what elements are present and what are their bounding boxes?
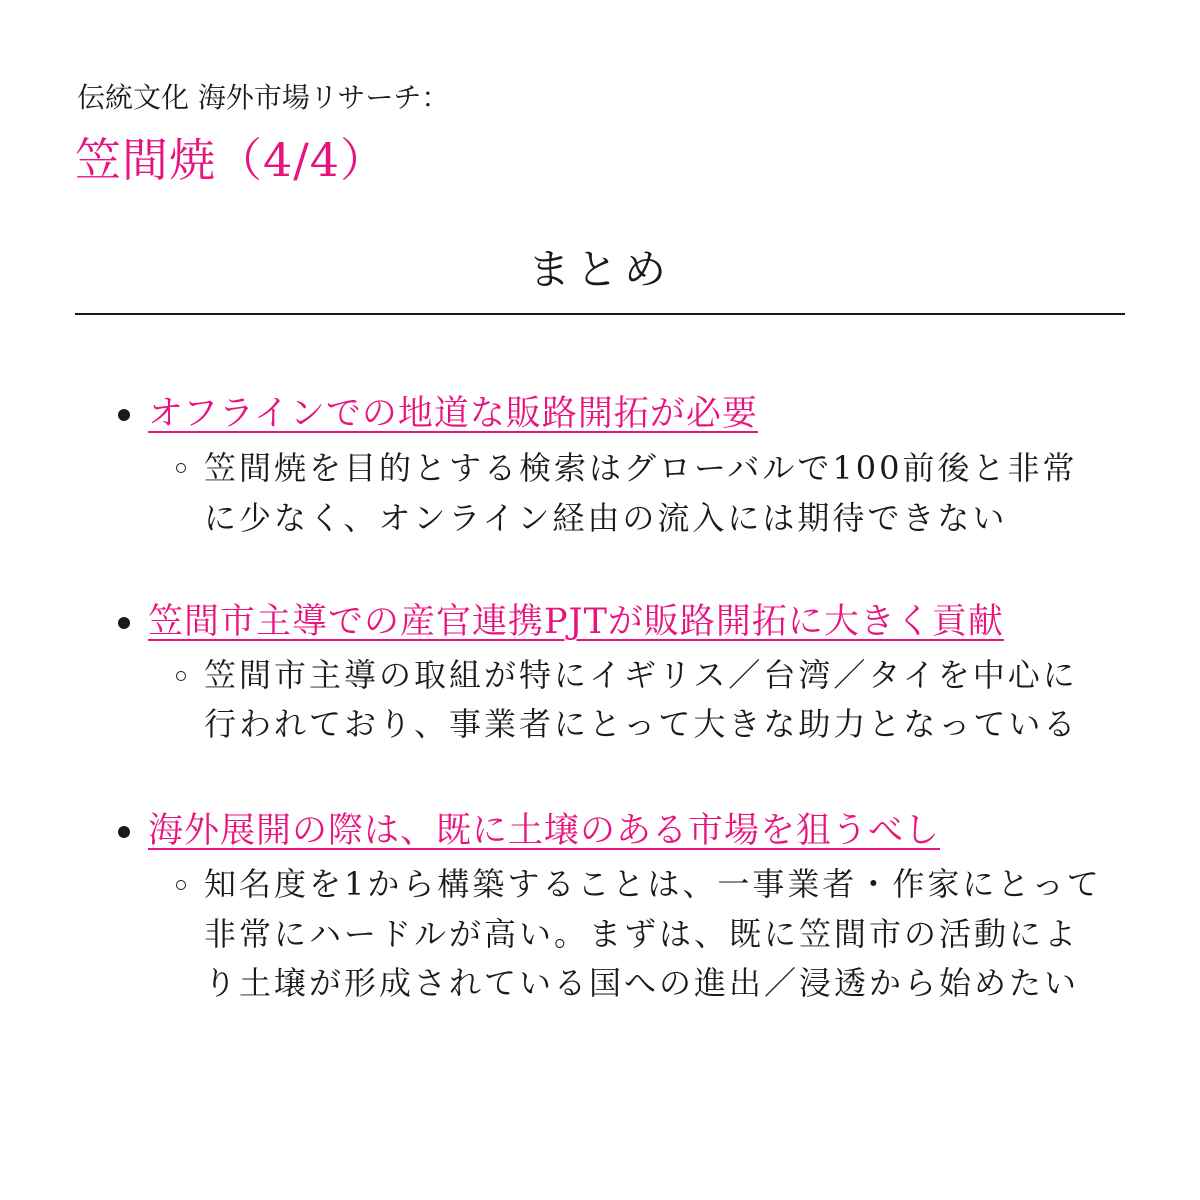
sub-bullet-icon: [176, 880, 186, 890]
bullet-icon: [118, 409, 130, 421]
section-divider: [75, 313, 1125, 315]
summary-point-heading-link[interactable]: オフラインでの地道な販路開拓が必要: [148, 394, 758, 434]
summary-detail-line: 行われており、事業者にとって大きな助力となっている: [204, 705, 1079, 743]
header-subtitle: 伝統文化 海外市場リサーチ：: [77, 81, 450, 114]
sub-bullet-icon: [176, 671, 186, 681]
summary-point-heading-link[interactable]: 海外展開の際は、既に土壌のある市場を狙うべし: [148, 811, 941, 851]
page-title: 笠間焼（4/4）: [75, 133, 388, 187]
summary-detail-line: 笠間市主導の取組が特にイギリス／台湾／タイを中心に: [204, 656, 1078, 694]
summary-detail-line: 知名度を1から構築することは、一事業者・作家にとって: [204, 865, 1102, 903]
section-heading: まとめ: [527, 245, 672, 294]
summary-detail-line: に少なく、オンライン経由の流入には期待できない: [204, 499, 1008, 537]
bullet-icon: [118, 617, 130, 629]
summary-detail-line: 非常にハードルが高い。まずは、既に笠間市の活動によ: [204, 915, 1080, 953]
summary-detail-line: 笠間焼を目的とする検索はグローバルで100前後と非常: [204, 449, 1078, 487]
sub-bullet-icon: [176, 463, 186, 473]
summary-detail-line: り土壌が形成されている国への進出／浸透から始めたい: [204, 964, 1080, 1002]
bullet-icon: [118, 826, 130, 838]
summary-point-heading-link[interactable]: 笠間市主導での産官連携PJTが販路開拓に大きく貢献: [148, 602, 1004, 642]
